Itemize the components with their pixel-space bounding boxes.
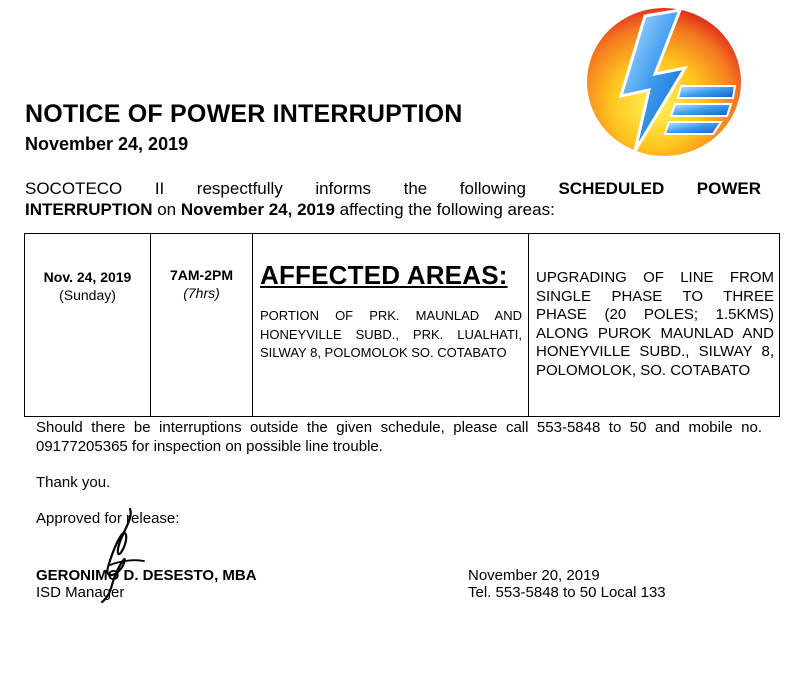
affected-areas-heading: AFFECTED AREAS:	[260, 260, 508, 290]
intro-bold-interruption: INTERRUPTION	[25, 200, 153, 219]
signatory-name: GERONIMO D. DESESTO, MBA	[36, 567, 257, 584]
page-title: NOTICE OF POWER INTERRUPTION	[25, 100, 463, 128]
schedule-time: 7AM-2PM	[169, 267, 233, 283]
company-logo-icon	[585, 6, 743, 158]
release-date: November 20, 2019	[468, 567, 600, 584]
intro-bold-date: November 24, 2019	[180, 200, 335, 219]
contact-note: Should there be interruptions outside the given schedule, please call 553-5848 to 50 and mobile no. 09177205365 for inspection on possible line trouble.	[36, 419, 762, 455]
schedule-date: Nov. 24, 2019	[43, 269, 132, 285]
approved-label: Approved for release:	[36, 510, 180, 527]
purpose-text: UPGRADING OF LINE FROM SINGLE PHASE TO THREE PHASE (20 POLES; 1.5KMS) ALONG PUROK MAUNLAD AND HONEYVILLE SUBD., SILWAY 8, POLOMOLOK, SO. COTABATO	[536, 269, 774, 379]
schedule-time-cell	[151, 234, 252, 416]
intro-text: SOCOTECO II respectfully informs the following	[25, 179, 559, 198]
intro-line-2	[25, 200, 761, 220]
schedule-duration: (7hrs)	[183, 285, 220, 301]
thank-you-text: Thank you.	[36, 474, 111, 491]
intro-bold-scheduled: SCHEDULED POWER	[558, 179, 761, 198]
signature-icon	[90, 505, 160, 605]
intro-text-on: on	[152, 200, 181, 219]
schedule-day: (Sunday)	[59, 287, 116, 303]
affected-areas-cell	[253, 234, 528, 416]
affected-areas-text: PORTION OF PRK. MAUNLAD AND HONEYVILLE SUBD., PRK. LUALHATI, SILWAY 8, POLOMOLOK SO. COTABATO	[260, 308, 522, 360]
schedule-table	[24, 233, 780, 417]
notice-date: November 24, 2019	[25, 134, 189, 154]
intro-line-1	[25, 179, 761, 199]
intro-text-end: affecting the following areas:	[334, 200, 555, 219]
schedule-date-cell	[25, 234, 150, 416]
contact-telephone: Tel. 553-5848 to 50 Local 133	[468, 584, 666, 601]
signatory-title: ISD Manager	[36, 584, 125, 601]
purpose-cell	[529, 234, 780, 416]
